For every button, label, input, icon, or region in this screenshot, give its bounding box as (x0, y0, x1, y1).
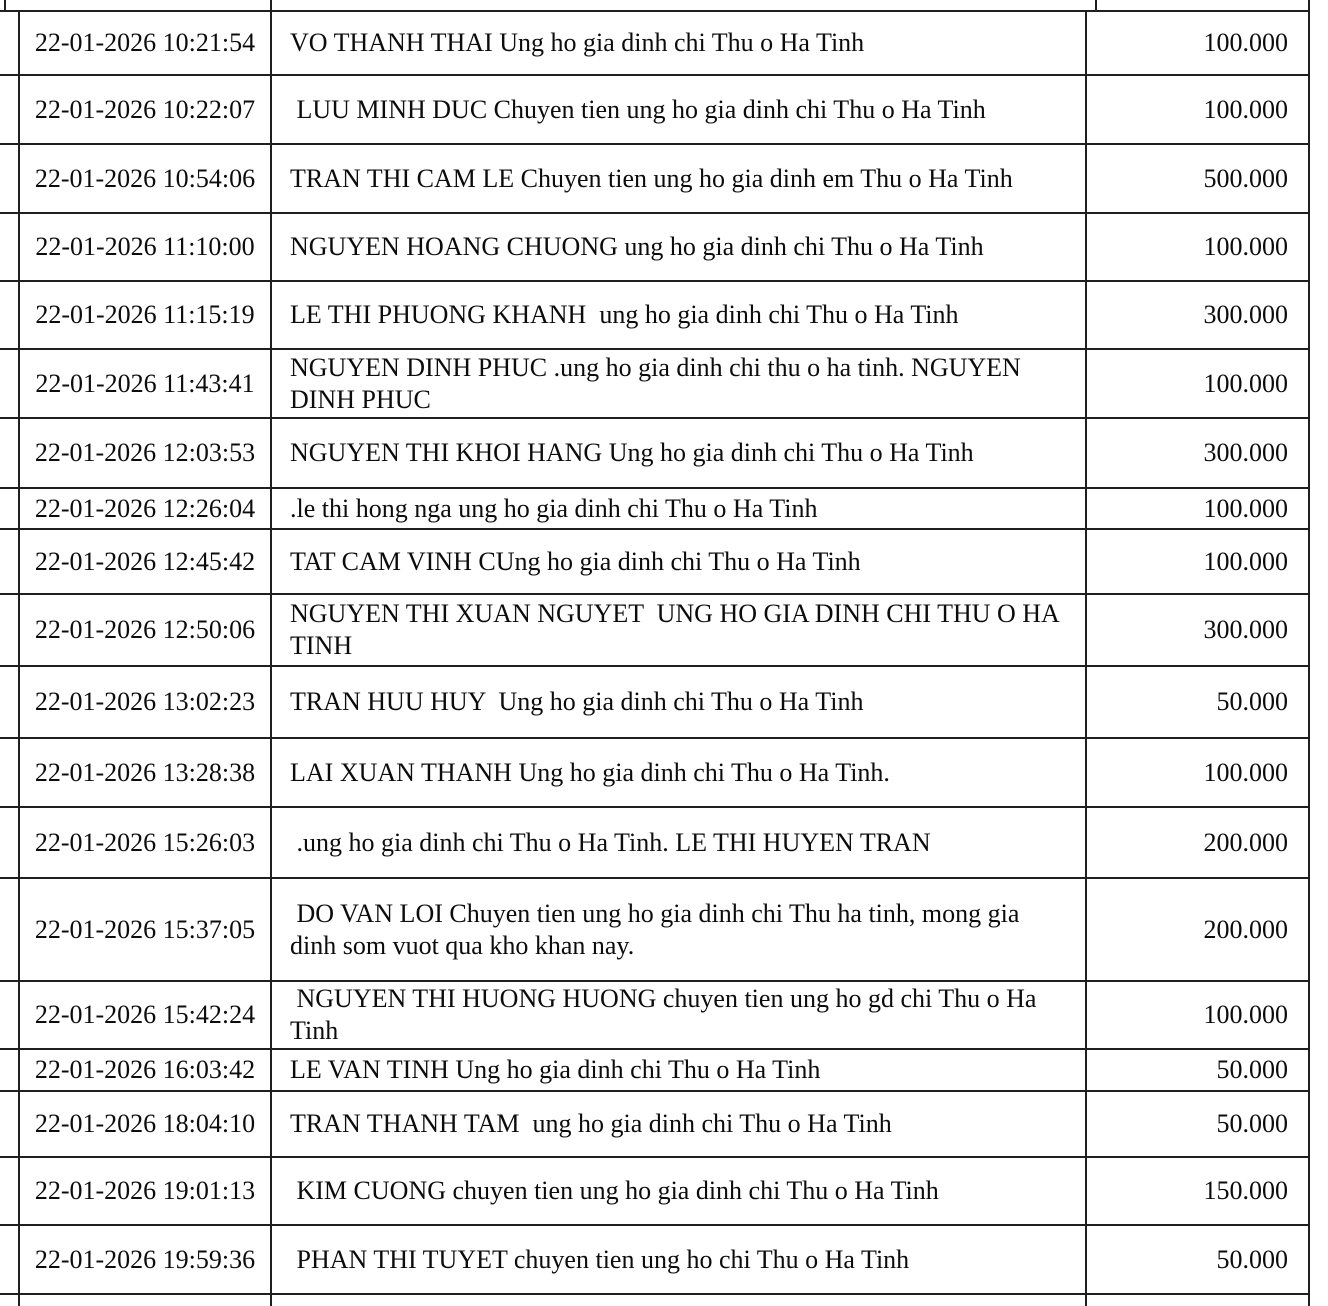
cell-description (272, 739, 1087, 806)
cell-datetime: 22-01-2026 12:50:06 (20, 595, 272, 665)
description-text: DO VAN LOI Chuyen tien ung ho gia dinh chi Thu ha tinh, mong gia dinh som vuot qua kho khan nay. (290, 898, 1026, 960)
table-row (0, 528, 1310, 593)
partial-index-cell (0, 1295, 20, 1306)
partial-datetime-cell (20, 1295, 272, 1306)
cell-description (272, 530, 1087, 593)
description-text: TRAN HUU HUY Ung ho gia dinh chi Thu o Ha Tinh (290, 687, 864, 716)
cell-amount: 500.000 (1087, 145, 1310, 212)
cell-amount: 300.000 (1087, 595, 1310, 665)
table-row (0, 1048, 1310, 1090)
cell-amount: 300.000 (1087, 419, 1310, 487)
cell-description (272, 214, 1087, 280)
cell-amount: 200.000 (1087, 879, 1310, 980)
description-text: LE VAN TINH Ung ho gia dinh chi Thu o Ha Tinh (290, 1055, 821, 1084)
row-index-cell (0, 145, 20, 212)
cell-datetime: 22-01-2026 12:26:04 (20, 489, 272, 528)
table-row (0, 1224, 1310, 1293)
row-index-cell (0, 282, 20, 348)
cell-description (272, 489, 1087, 528)
table-row (0, 980, 1310, 1048)
table-row (0, 1156, 1310, 1224)
description-text: NGUYEN THI XUAN NGUYET UNG HO GIA DINH CHI THU O HA TINH (290, 599, 1065, 660)
description-text: .le thi hong nga ung ho gia dinh chi Thu o Ha Tinh (290, 493, 818, 523)
cell-description (272, 808, 1087, 877)
cell-amount: 300.000 (1087, 282, 1310, 348)
cell-datetime: 22-01-2026 11:43:41 (20, 350, 272, 417)
table-row (0, 348, 1310, 417)
table-row (0, 280, 1310, 348)
cell-description (272, 76, 1087, 143)
cell-datetime: 22-01-2026 19:01:13 (20, 1158, 272, 1224)
description-text: LUU MINH DUC Chuyen tien ung ho gia dinh chi Thu o Ha Tinh (290, 94, 986, 124)
cell-amount: 200.000 (1087, 808, 1310, 877)
table-row (0, 665, 1310, 737)
partial-amount-cell (1097, 0, 1310, 10)
cell-datetime: 22-01-2026 15:42:24 (20, 982, 272, 1048)
row-index-cell (0, 667, 20, 737)
description-text: NGUYEN DINH PHUC .ung ho gia dinh chi thu o ha tinh. NGUYEN DINH PHUC (290, 352, 1028, 414)
row-index-cell (0, 419, 20, 487)
row-index-cell (0, 739, 20, 806)
cell-description (272, 595, 1087, 665)
table-row (0, 212, 1310, 280)
cell-description (272, 667, 1087, 737)
description-text: VO THANH THAI Ung ho gia dinh chi Thu o Ha Tinh (290, 28, 865, 57)
row-index-cell (0, 1158, 20, 1224)
cell-amount: 50.000 (1087, 667, 1310, 737)
cell-datetime: 22-01-2026 12:03:53 (20, 419, 272, 487)
cell-datetime: 22-01-2026 13:28:38 (20, 739, 272, 806)
row-index-cell (0, 879, 20, 980)
cell-amount: 50.000 (1087, 1226, 1310, 1293)
cell-amount: 100.000 (1087, 982, 1310, 1048)
partial-description-cell (272, 0, 1097, 10)
partial-row-bottom (0, 1293, 1310, 1306)
row-index-cell (0, 12, 20, 74)
table-row (0, 487, 1310, 528)
cell-description (272, 1050, 1087, 1090)
table-row (0, 737, 1310, 806)
description-text: LE THI PHUONG KHANH ung ho gia dinh chi Thu o Ha Tinh (290, 300, 959, 329)
cell-amount: 150.000 (1087, 1158, 1310, 1224)
cell-description (272, 1158, 1087, 1224)
cell-datetime: 22-01-2026 15:26:03 (20, 808, 272, 877)
cell-amount: 50.000 (1087, 1050, 1310, 1090)
cell-amount: 100.000 (1087, 214, 1310, 280)
description-text: NGUYEN THI KHOI HANG Ung ho gia dinh chi Thu o Ha Tinh (290, 438, 974, 467)
row-index-cell (0, 982, 20, 1048)
table-row (0, 1090, 1310, 1156)
table-row (0, 143, 1310, 212)
description-text: TRAN THANH TAM ung ho gia dinh chi Thu o Ha Tinh (290, 1109, 892, 1138)
cell-description (272, 145, 1087, 212)
table-row (0, 806, 1310, 877)
cell-datetime: 22-01-2026 13:02:23 (20, 667, 272, 737)
description-text: NGUYEN HOANG CHUONG ung ho gia dinh chi Thu o Ha Tinh (290, 232, 984, 261)
cell-description (272, 282, 1087, 348)
cell-description (272, 1226, 1087, 1293)
cell-datetime: 22-01-2026 10:22:07 (20, 76, 272, 143)
description-text: TRAN THI CAM LE Chuyen tien ung ho gia dinh em Thu o Ha Tinh (290, 163, 1013, 193)
cell-description (272, 12, 1087, 74)
description-text: TAT CAM VINH CUng ho gia dinh chi Thu o Ha Tinh (290, 546, 861, 576)
cell-amount: 100.000 (1087, 350, 1310, 417)
description-text: KIM CUONG chuyen tien ung ho gia dinh chi Thu o Ha Tinh (290, 1176, 939, 1205)
row-index-cell (0, 489, 20, 528)
cell-datetime: 22-01-2026 18:04:10 (20, 1092, 272, 1156)
cell-description (272, 350, 1087, 417)
description-text: .ung ho gia dinh chi Thu o Ha Tinh. LE THI HUYEN TRAN (290, 827, 931, 857)
cell-amount: 100.000 (1087, 739, 1310, 806)
cell-datetime: 22-01-2026 11:15:19 (20, 282, 272, 348)
cell-amount: 100.000 (1087, 76, 1310, 143)
cell-description (272, 982, 1087, 1048)
table-row (0, 417, 1310, 487)
description-text: PHAN THI TUYET chuyen tien ung ho chi Thu o Ha Tinh (290, 1244, 910, 1274)
cell-datetime: 22-01-2026 10:21:54 (20, 12, 272, 74)
partial-datetime-cell (6, 0, 272, 10)
cell-datetime: 22-01-2026 11:10:00 (20, 214, 272, 280)
cell-datetime: 22-01-2026 19:59:36 (20, 1226, 272, 1293)
row-index-cell (0, 1050, 20, 1090)
partial-description-cell (272, 1295, 1087, 1306)
donation-table-rows (0, 10, 1310, 1293)
cell-datetime: 22-01-2026 12:45:42 (20, 530, 272, 593)
row-index-cell (0, 1226, 20, 1293)
cell-amount: 100.000 (1087, 489, 1310, 528)
row-index-cell (0, 595, 20, 665)
cell-amount: 50.000 (1087, 1092, 1310, 1156)
row-index-cell (0, 76, 20, 143)
table-row (0, 10, 1310, 74)
cell-amount: 100.000 (1087, 530, 1310, 593)
partial-row-top (4, 0, 1310, 10)
cell-amount: 100.000 (1087, 12, 1310, 74)
cell-description (272, 1092, 1087, 1156)
row-index-cell (0, 530, 20, 593)
cell-datetime: 22-01-2026 15:37:05 (20, 879, 272, 980)
row-index-cell (0, 1092, 20, 1156)
table-row (0, 877, 1310, 980)
row-index-cell (0, 214, 20, 280)
row-index-cell (0, 350, 20, 417)
row-index-cell (0, 808, 20, 877)
table-row (0, 74, 1310, 143)
cell-description (272, 879, 1087, 980)
cell-datetime: 22-01-2026 16:03:42 (20, 1050, 272, 1090)
description-text: LAI XUAN THANH Ung ho gia dinh chi Thu o Ha Tinh. (290, 757, 890, 787)
cell-description (272, 419, 1087, 487)
partial-amount-cell (1087, 1295, 1310, 1306)
cell-datetime: 22-01-2026 10:54:06 (20, 145, 272, 212)
description-text: NGUYEN THI HUONG HUONG chuyen tien ung ho gd chi Thu o Ha Tinh (290, 984, 1043, 1045)
table-row (0, 593, 1310, 665)
